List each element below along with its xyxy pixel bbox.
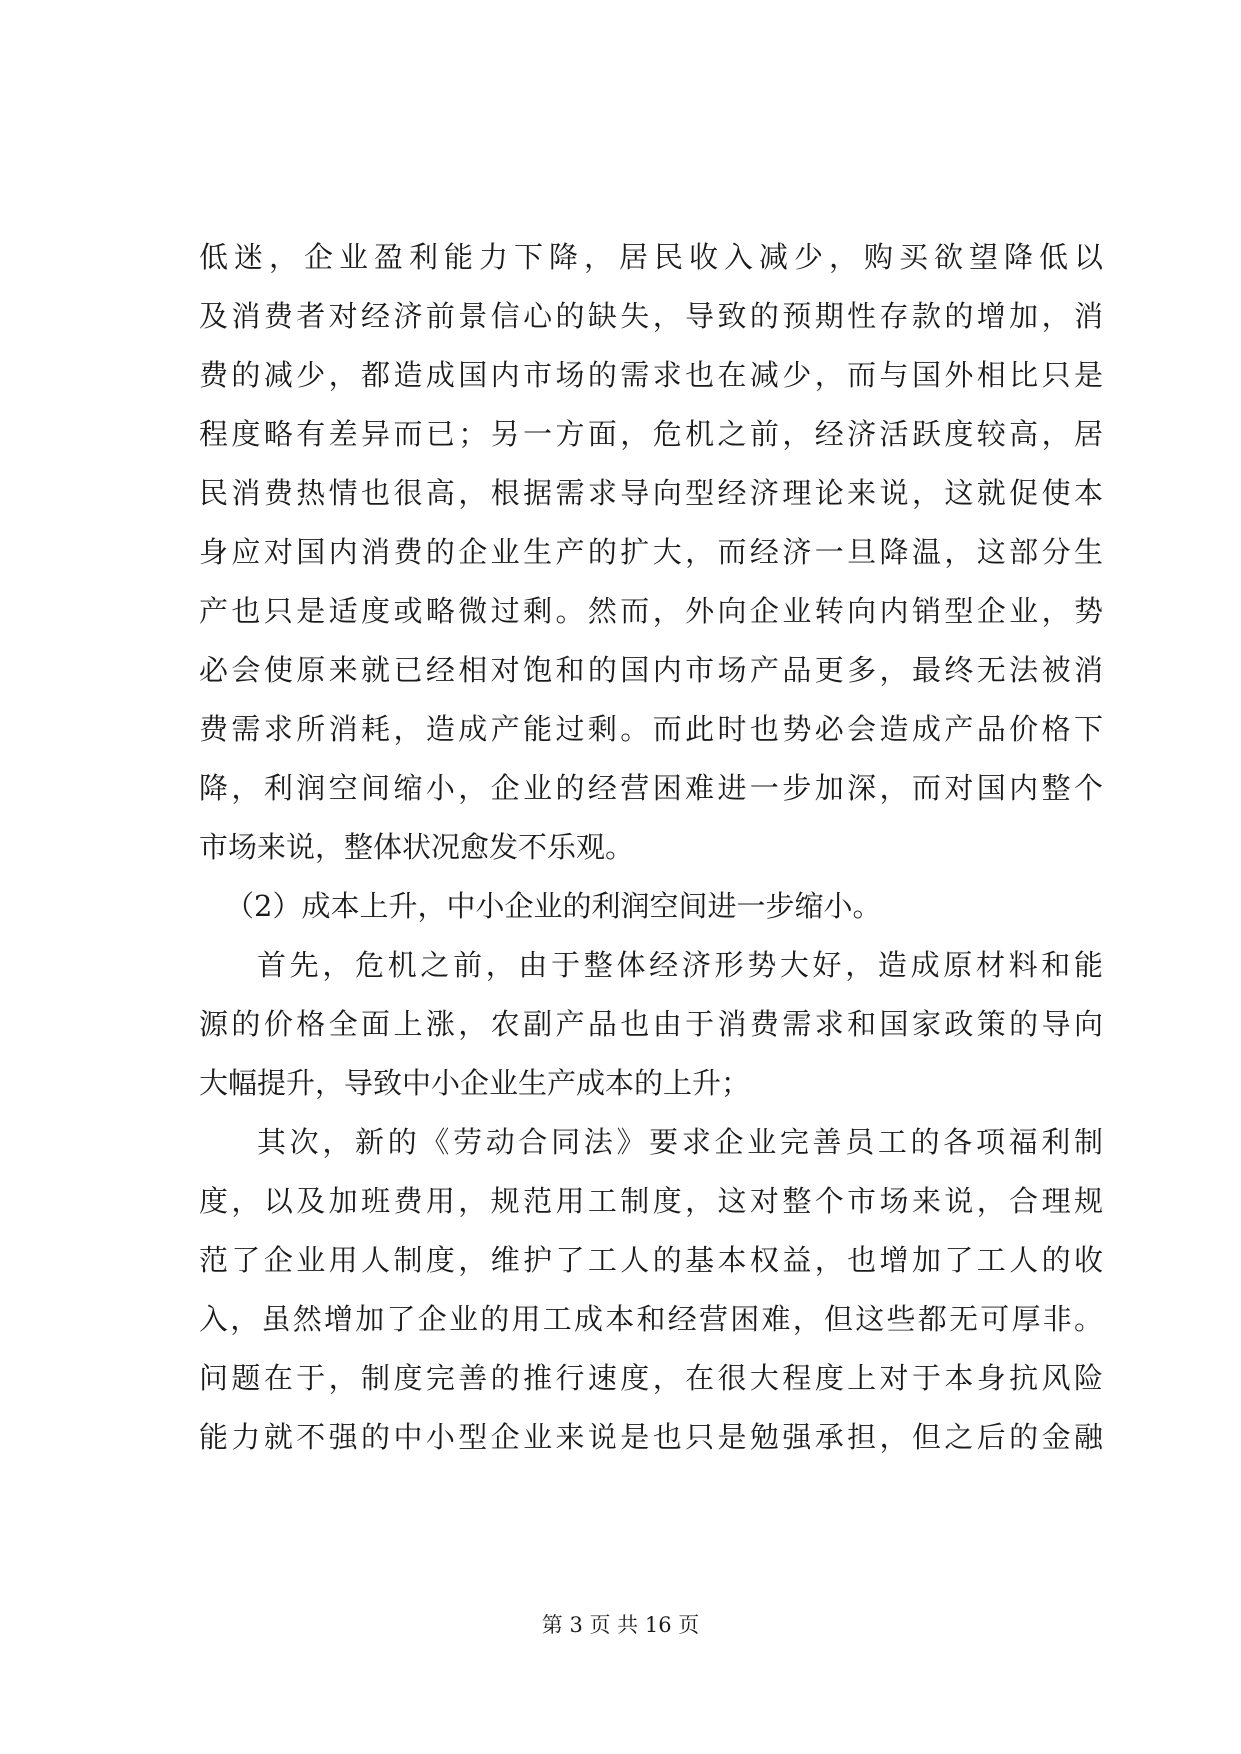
text-line: 费的减少，都造成国内市场的需求也在减少，而与国外相比只是 (199, 358, 1103, 392)
text-line: 必会使原来就已经相对饱和的国内市场产品更多，最终无法被消 (199, 653, 1103, 687)
text-line: 市场来说，整体状况愈发不乐观。 (199, 830, 635, 864)
text-line: 费需求所消耗，造成产能过剩。而此时也势必会造成产品价格下 (199, 712, 1103, 746)
text-line: 大幅提升，导致中小企业生产成本的上升； (199, 1066, 751, 1100)
text-line: 首先，危机之前，由于整体经济形势大好，造成原材料和能 (257, 948, 1103, 982)
text-line: 程度略有差异而已；另一方面，危机之前，经济活跃度较高，居 (199, 417, 1103, 451)
page-footer (0, 1610, 1241, 1640)
text-line: 能力就不强的中小型企业来说是也只是勉强承担，但之后的金融 (199, 1420, 1103, 1454)
text-line: 低迷，企业盈利能力下降，居民收入减少，购买欲望降低以 (199, 240, 1103, 274)
page-number-label: 第 3 页 共 16 页 (541, 1613, 700, 1637)
text-line: 产也只是适度或略微过剩。然而，外向企业转向内销型企业，势 (199, 594, 1103, 628)
text-line: 入，虽然增加了企业的用工成本和经营困难，但这些都无可厚非。 (199, 1302, 1103, 1336)
section-heading: （2）成本上升，中小企业的利润空间进一步缩小。 (225, 889, 882, 923)
text-line: 问题在于，制度完善的推行速度，在很大程度上对于本身抗风险 (199, 1361, 1103, 1395)
text-line: 度，以及加班费用，规范用工制度，这对整个市场来说，合理规 (199, 1184, 1103, 1218)
text-line: 其次，新的《劳动合同法》要求企业完善员工的各项福利制 (257, 1125, 1103, 1159)
document-body (199, 228, 1103, 1467)
text-line: 身应对国内消费的企业生产的扩大，而经济一旦降温，这部分生 (199, 535, 1103, 569)
text-line: 及消费者对经济前景信心的缺失，导致的预期性存款的增加，消 (199, 299, 1103, 333)
text-line: 降，利润空间缩小，企业的经营困难进一步加深，而对国内整个 (199, 771, 1103, 805)
text-line: 范了企业用人制度，维护了工人的基本权益，也增加了工人的收 (199, 1243, 1103, 1277)
text-line: 民消费热情也很高，根据需求导向型经济理论来说，这就促使本 (199, 476, 1103, 510)
text-line: 源的价格全面上涨，农副产品也由于消费需求和国家政策的导向 (199, 1007, 1103, 1041)
